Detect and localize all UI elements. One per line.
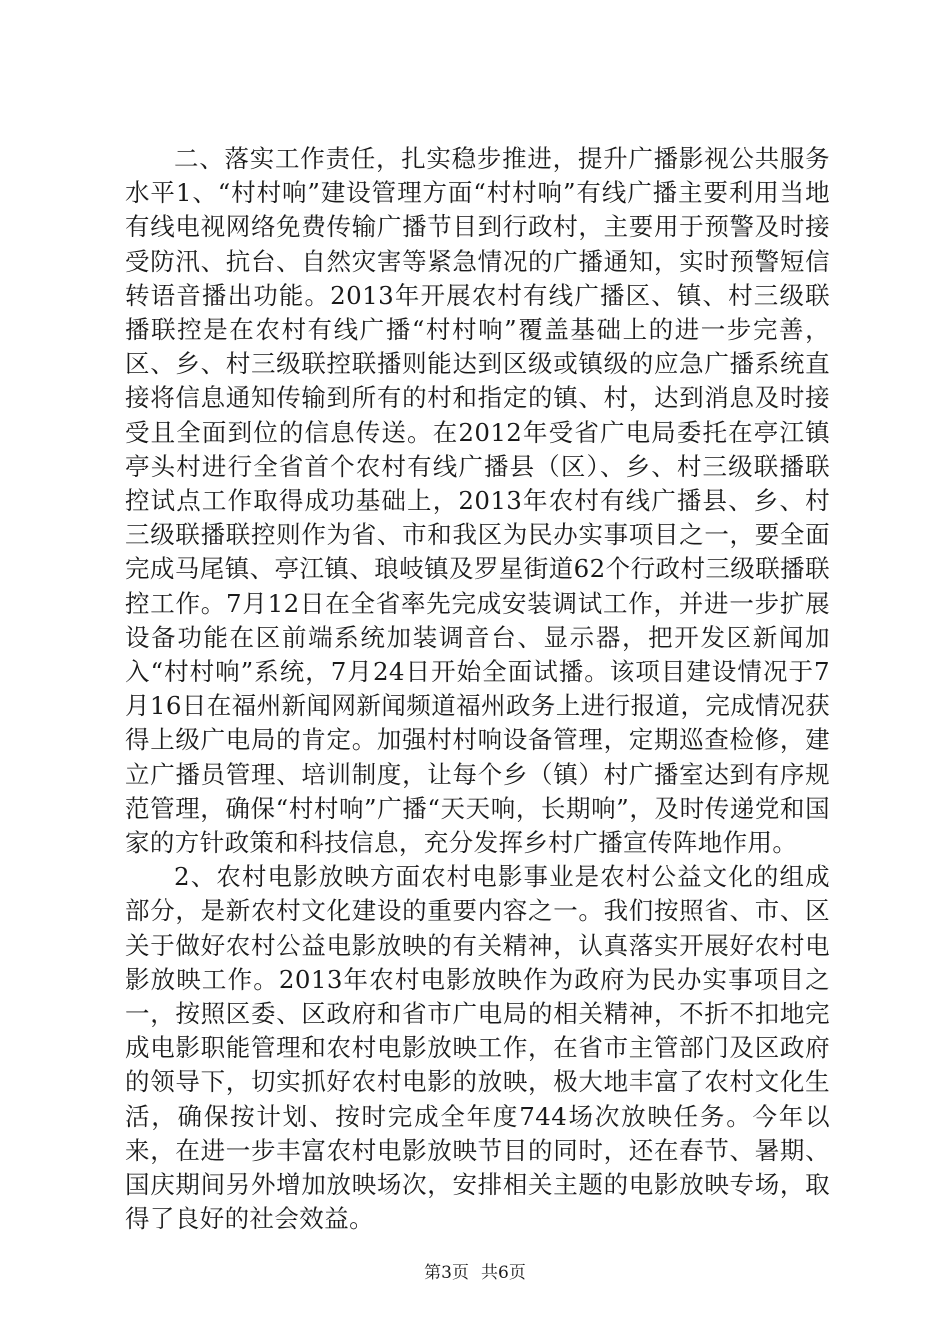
paragraph-broadcast: 二、落实工作责任，扎实稳步推进，提升广播影视公共服务水平1、“村村响”建设管理方面“村村响”有线广播主要利用当地有线电视网络免费传输广播节目到行政村，主要用于预警及时接受防汛、抗台、自然灾害等紧急情况的广播通知，实时预警短信转语音播出功能。2013年开展农村有线广播区、镇、村三级联播联控是在农村有线广播“村村响”覆盖基础上的进一步完善，区、乡、村三级联控联播则能达到区级或镇级的应急广播系统直接将信息通知传输到所有的村和指定的镇、村，达到消息及时接受且全面到位的信息传送。在2012年受省广电局委托在亭江镇亭头村进行全省首个农村有线广播县（区）、乡、村三级联播联控试点工作取得成功基础上，2013年农村有线广播县、乡、村三级联播联控则作为省、市和我区为民办实事项目之一，要全面完成马尾镇、亭江镇、琅岐镇及罗星街道62个行政村三级联播联控工作。7月12日在全省率先完成安装调试工作，并进一步扩展设备功能在区前端系统加装调音台、显示器，把开发区新闻加入“村村响”系统，7月24日开始全面试播。该项目建设情况于7月16日在福州新闻网新闻频道福州政务上进行报道，完成情况获得上级广电局的肯定。加强村村响设备管理，定期巡查检修，建立广播员管理、培训制度，让每个乡（镇）村广播室达到有序规范管理，确保“村村响”广播“天天响，长期响”，及时传递党和国家的方针政策和科技信息，充分发挥乡村广播宣传阵地作用。 xyxy=(125,144,830,858)
document-body xyxy=(125,142,830,1237)
page-number: 第3页 xyxy=(424,1263,469,1283)
page-total: 共6页 xyxy=(481,1263,526,1283)
paragraph-film: 2、农村电影放映方面农村电影事业是农村公益文化的组成部分，是新农村文化建设的重要内容之一。我们按照省、市、区关于做好农村公益电影放映的有关精神，认真落实开展好农村电影放映工作。2013年农村电影放映作为政府为民办实事项目之一，按照区委、区政府和省市广电局的相关精神，不折不扣地完成电影职能管理和农村电影放映工作，在省市主管部门及区政府的领导下，切实抓好农村电影的放映，极大地丰富了农村文化生活，确保按计划、按时完成全年度744场次放映任务。今年以来，在进一步丰富农村电影放映节目的同时，还在春节、暑期、国庆期间另外增加放映场次，安排相关主题的电影放映专场，取得了良好的社会效益。 xyxy=(125,862,830,1234)
page-footer xyxy=(0,1262,950,1284)
